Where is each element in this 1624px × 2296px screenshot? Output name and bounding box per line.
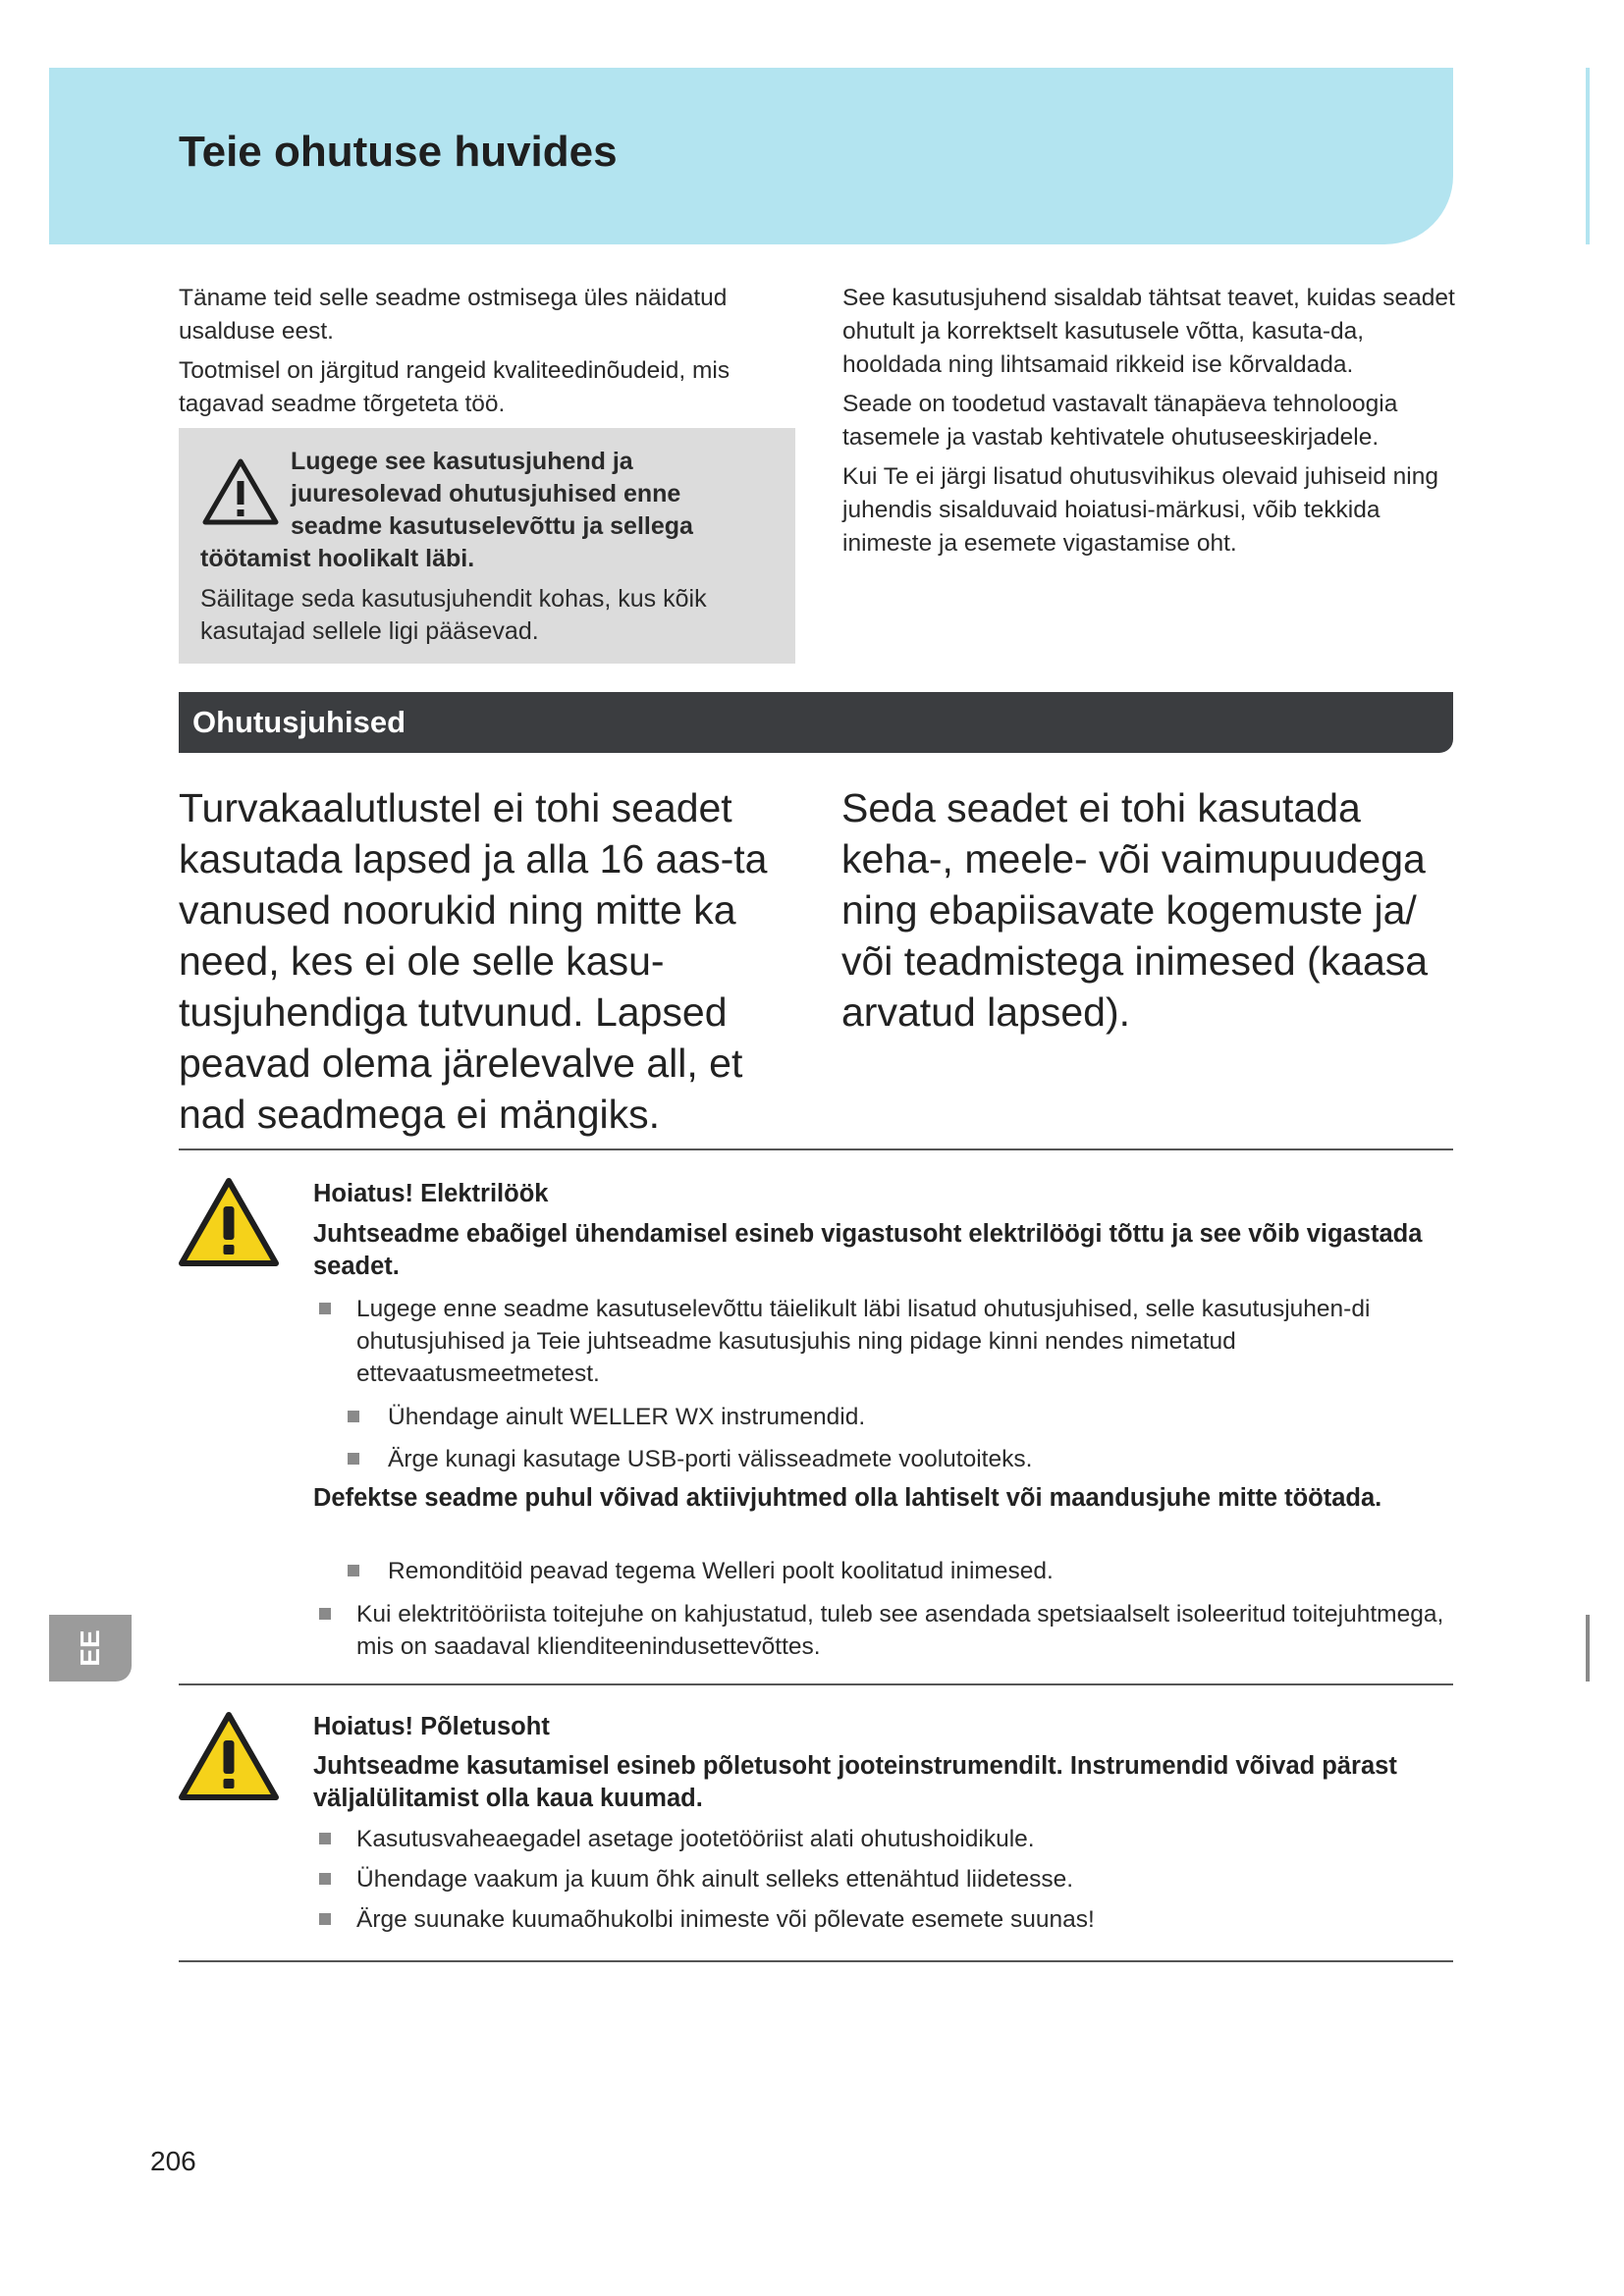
warning-burn-item: Ühendage vaakum ja kuum õhk ainult selleks ettenähtud liidetesse. (356, 1866, 1073, 1893)
warning-burn-title: Hoiatus! Põletusoht (313, 1713, 550, 1740)
warning-sign-icon (178, 1711, 280, 1801)
bullet-marker (348, 1453, 359, 1465)
notice-line: juuresolevad ohutusjuhised enne (291, 480, 681, 507)
notice-line: Lugege see kasutusjuhend ja (291, 448, 633, 475)
big-text-left: Turvakaalutlustel ei tohi seadet kasutada lapsed ja alla 16 aas-ta vanused noorukid ning mitte ka need, kes ei ole selle kasu-tusjuhendiga tutvunud. Lapsed peavad olema järelevalve all, et nad seadmega ei mängiks. (179, 785, 768, 1137)
big-text-right: Seda seadet ei tohi kasutada keha-, meele- või vaimupuudega ning ebapiisavate kogemuste ja/ või teadmistega inimesed (kaasa arvatud lapsed). (841, 785, 1429, 1035)
edge-marker-middle (1586, 1615, 1590, 1682)
warning-burn-statement: Juhtseadme kasutamisel esineb põletusoht jooteinstrumendilt. Instrumendid võivad pärast väljalülitamist olla kaua kuumad. (313, 1752, 1397, 1812)
warning-burn-item: Ärge suunake kuumaõhukolbi inimeste või põlevate esemete suunas! (356, 1906, 1095, 1933)
bullet-marker (319, 1303, 331, 1314)
warning-electric-subitem: Remonditöid peavad tegema Welleri poolt koolitatud inimesed. (388, 1558, 1054, 1584)
warning-electric-statement: Juhtseadme ebaõigel ühendamisel esineb vigastusoht elektrilöögi tõttu ja see võib vigastada seadet. (313, 1220, 1423, 1280)
bullet-marker (348, 1411, 359, 1422)
notice-line: töötamist hoolikalt läbi. (200, 545, 475, 572)
warning-electric-title: Hoiatus! Elektrilöök (313, 1180, 549, 1207)
section-header-bar (179, 692, 1453, 753)
notice-box (179, 428, 795, 664)
notice-bold-text (200, 446, 780, 575)
language-tab-label: EE (75, 1629, 105, 1667)
page-title: Teie ohutuse huvides (179, 128, 618, 176)
warning-electric-statement: Defektse seadme puhul võivad aktiivjuhtmed olla lahtiselt või maandusjuhe mitte töötada. (313, 1484, 1382, 1512)
bullet-marker (319, 1608, 331, 1620)
language-tab (49, 1615, 132, 1682)
section-title: Ohutusjuhised (192, 705, 406, 739)
intro-paragraph: See kasutusjuhend sisaldab tähtsat teavet, kuidas seadet ohutult ja korrektselt kasutusele võtta, kasuta-da, hooldada ning lihtsamaid rikkeid ise kõrvaldada. (842, 285, 1455, 378)
intro-paragraph: Täname teid selle seadme ostmisega üles näidatud usalduse eest. (179, 285, 728, 345)
bullet-marker (319, 1833, 331, 1844)
warning-burn-item: Kasutusvaheaegadel asetage jootetööriist alati ohutushoidikule. (356, 1826, 1035, 1852)
warning-electric-item: Lugege enne seadme kasutuselevõttu täielikult läbi lisatud ohutusjuhised, selle kasutusjuhen-di ohutusjuhised ja Teie juhtseadme kasutusjuhis ning pidage kinni nendes nimetatud ettevaatusmeetmetest. (356, 1296, 1371, 1387)
intro-right-column (842, 282, 1461, 566)
bullet-marker (319, 1873, 331, 1885)
notice-normal-text: Säilitage seda kasutusjuhendit kohas, kus kõik kasutajad sellele ligi pääsevad. (200, 585, 707, 645)
bullet-marker (348, 1565, 359, 1576)
warning-electric-subitem: Ühendage ainult WELLER WX instrumendid. (388, 1404, 866, 1430)
intro-paragraph: Seade on toodetud vastavalt tänapäeva tehnoloogia tasemele ja vastab kehtivatele ohutuseeskirjadele. (842, 391, 1398, 451)
divider (179, 1148, 1453, 1150)
divider (179, 1683, 1453, 1685)
edge-marker-top (1586, 68, 1590, 244)
intro-paragraph: Tootmisel on järgitud rangeid kvaliteedinõudeid, mis tagavad seadme tõrgeteta töö. (179, 357, 731, 417)
notice-line: seadme kasutuselevõttu ja sellega (291, 512, 693, 540)
intro-paragraph: Kui Te ei järgi lisatud ohutusvihikus olevaid juhiseid ning juhendis sisalduvaid hoiatusi-märkusi, võib tekkida inimeste ja esemete vigastamise oht. (842, 463, 1438, 557)
intro-left-column (179, 282, 787, 427)
warning-electric-item: Kui elektritööriista toitejuhe on kahjustatud, tuleb see asendada spetsiaalselt isoleeritud toitejuhtmega, mis on saadaval klienditeenindusettevõttes. (356, 1601, 1444, 1660)
bullet-marker (319, 1913, 331, 1925)
warning-sign-icon (178, 1177, 280, 1267)
divider (179, 1960, 1453, 1962)
page-number: 206 (150, 2146, 196, 2176)
warning-electric-subitem: Ärge kunagi kasutage USB-porti välisseadmete voolutoiteks. (388, 1446, 1033, 1472)
